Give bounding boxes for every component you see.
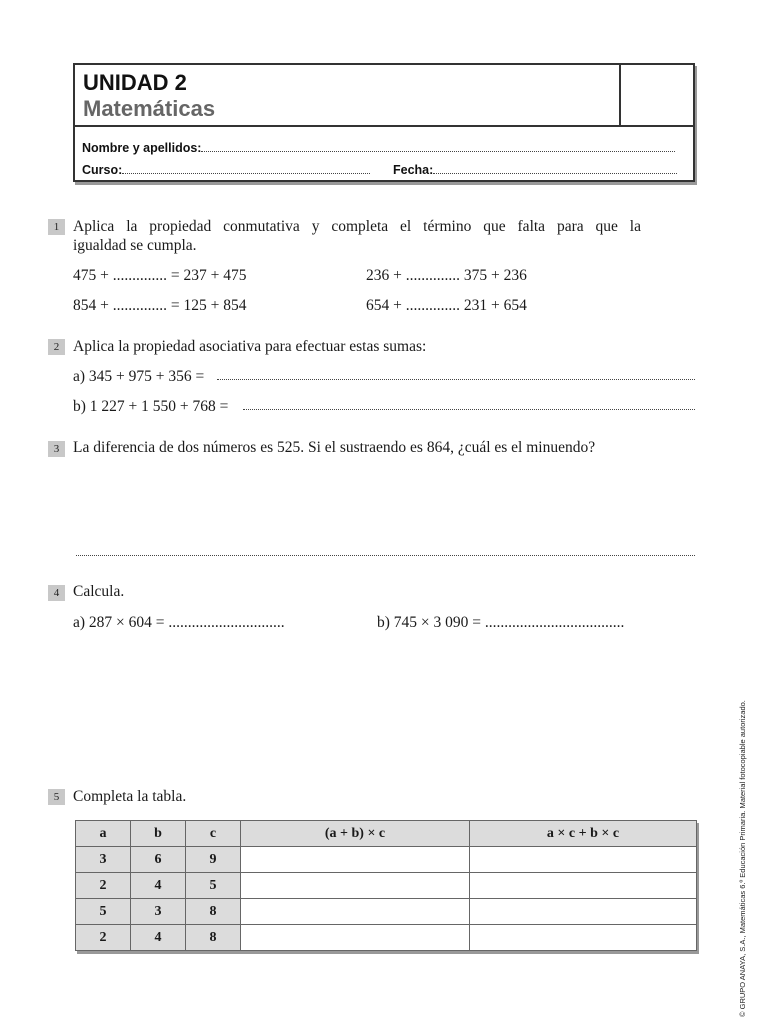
- table-cell-b: 4: [131, 873, 186, 899]
- course-dotted-line: [122, 163, 370, 174]
- exercise-1-item-4[interactable]: 654 + .............. 231 + 654: [366, 297, 527, 314]
- subject-title: Matemáticas: [83, 96, 216, 121]
- name-field[interactable]: [82, 141, 675, 155]
- course-field[interactable]: [82, 163, 370, 177]
- copyright-notice: © GRUPO ANAYA, S.A., Matemáticas 6.º Educación Primaria. Material fotocopiable autorizado.: [738, 700, 747, 1017]
- exercise-3-text: La diferencia de dos números es 525. Si el sustraendo es 864, ¿cuál es el minuendo?: [73, 439, 596, 456]
- table-answer-cell[interactable]: [241, 847, 470, 873]
- exercise-2-text: Aplica la propiedad asociativa para efectuar estas sumas:: [73, 338, 427, 355]
- table-cell-a: 2: [76, 873, 131, 899]
- date-field[interactable]: [393, 163, 677, 177]
- table-cell-c: 8: [186, 925, 241, 951]
- exercise-3-answer-line[interactable]: [76, 555, 695, 556]
- exercise-4-a[interactable]: a) 287 × 604 = ..............................: [73, 614, 285, 631]
- table-cell-a: 3: [76, 847, 131, 873]
- worksheet-header: [73, 63, 695, 182]
- exercise-1-text-line1: Aplica la propiedad conmutativa y completa el término que falta para que la: [73, 218, 641, 235]
- exercise-4-number: 4: [48, 585, 65, 601]
- table-answer-cell[interactable]: [470, 925, 697, 951]
- table-cell-a: 5: [76, 899, 131, 925]
- table-row: [76, 847, 697, 873]
- table-header-b: b: [131, 821, 186, 847]
- exercise-4-text: Calcula.: [73, 583, 125, 600]
- table-row: [76, 873, 697, 899]
- table-row: [76, 925, 697, 951]
- exercise-3-number: 3: [48, 441, 65, 457]
- name-label: Nombre y apellidos:: [82, 141, 202, 155]
- table-answer-cell[interactable]: [470, 899, 697, 925]
- exercise-5-table: [75, 820, 697, 951]
- exercise-2-b-answer-line[interactable]: [243, 409, 695, 410]
- exercise-5-text: Completa la tabla.: [73, 788, 187, 805]
- table-cell-b: 3: [131, 899, 186, 925]
- exercise-1-item-3[interactable]: 854 + .............. = 125 + 854: [73, 297, 247, 314]
- date-label: Fecha:: [393, 163, 434, 177]
- table-header-a: a: [76, 821, 131, 847]
- table-header-row: [76, 821, 697, 847]
- unit-title: UNIDAD 2: [83, 70, 187, 95]
- grade-box: [619, 65, 693, 125]
- table-cell-b: 6: [131, 847, 186, 873]
- exercise-2-number: 2: [48, 339, 65, 355]
- course-label: Curso:: [82, 163, 123, 177]
- header-title-row: [75, 65, 693, 127]
- exercise-1-item-2[interactable]: 236 + .............. 375 + 236: [366, 267, 527, 284]
- exercise-1-item-1[interactable]: 475 + .............. = 237 + 475: [73, 267, 247, 284]
- table-answer-cell[interactable]: [241, 873, 470, 899]
- exercise-1-text-line2: igualdad se cumpla.: [73, 237, 197, 254]
- date-dotted-line: [433, 163, 677, 174]
- table-cell-c: 8: [186, 899, 241, 925]
- exercise-2-b: b) 1 227 + 1 550 + 768 =: [73, 398, 229, 415]
- table-header-c: c: [186, 821, 241, 847]
- table-answer-cell[interactable]: [470, 873, 697, 899]
- table-answer-cell[interactable]: [241, 925, 470, 951]
- table-row: [76, 899, 697, 925]
- table-answer-cell[interactable]: [241, 899, 470, 925]
- table-header-formula-2: a × c + b × c: [470, 821, 697, 847]
- name-dotted-line: [201, 141, 675, 152]
- table-cell-b: 4: [131, 925, 186, 951]
- exercise-2-a: a) 345 + 975 + 356 =: [73, 368, 205, 385]
- exercise-2-a-answer-line[interactable]: [217, 379, 695, 380]
- exercise-1-number: 1: [48, 219, 65, 235]
- exercise-5-number: 5: [48, 789, 65, 805]
- table-answer-cell[interactable]: [470, 847, 697, 873]
- table-header-formula-1: (a + b) × c: [241, 821, 470, 847]
- exercise-4-b[interactable]: b) 745 × 3 090 = ....................................: [377, 614, 625, 631]
- table-cell-a: 2: [76, 925, 131, 951]
- table-cell-c: 5: [186, 873, 241, 899]
- table-cell-c: 9: [186, 847, 241, 873]
